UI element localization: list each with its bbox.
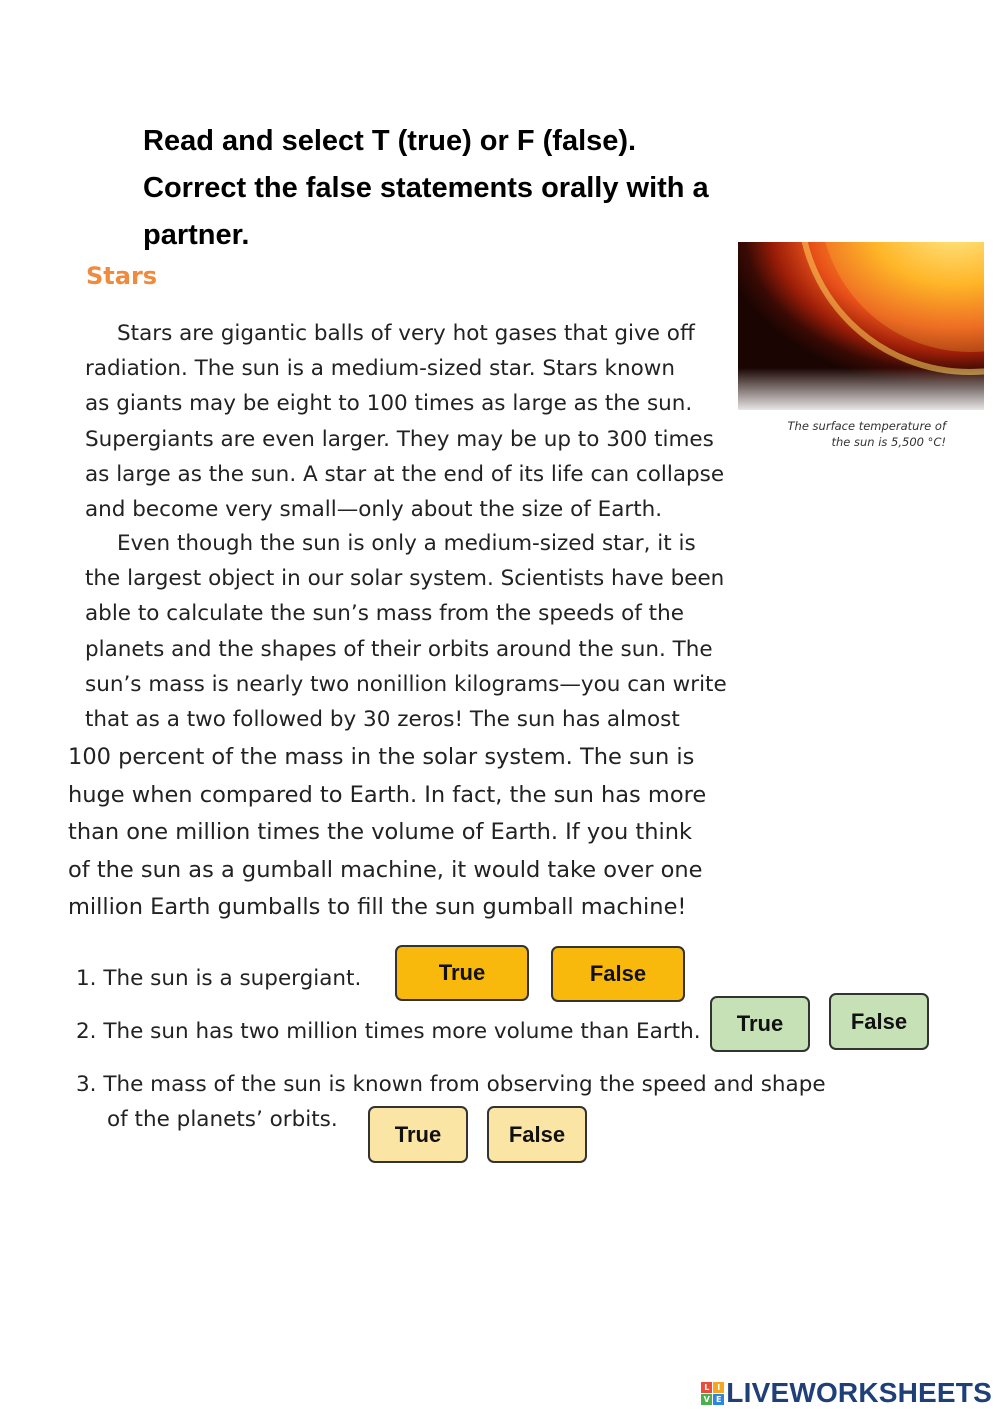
paragraph-line: sun’s mass is nearly two nonillion kilograms—you can write [85, 671, 727, 697]
paragraph-line: of the sun as a gumball machine, it would take over one [68, 856, 703, 883]
q2-true-button[interactable]: True [710, 996, 810, 1052]
logo-letter: I [713, 1382, 724, 1393]
question-1-text: 1. The sun is a supergiant. [76, 966, 362, 991]
instructions [143, 118, 863, 259]
paragraph-1 [85, 316, 724, 527]
q1-false-button[interactable]: False [551, 946, 685, 1002]
caption-line-2: the sun is 5,500 °C! [831, 435, 946, 449]
logo-letter: L [701, 1382, 712, 1393]
paragraph-line: and become very small—only about the size of Earth. [85, 497, 663, 523]
instructions-line-1: Read and select T (true) or F (false). [143, 125, 637, 157]
paragraph-line: 100 percent of the mass in the solar system. The sun is [68, 744, 695, 770]
caption-line-1: The surface temperature of [787, 419, 946, 433]
logo-mark-icon [701, 1382, 724, 1405]
section-title: Stars [86, 262, 158, 290]
paragraph-line: Supergiants are even larger. They may be up to 300 times [85, 426, 714, 452]
q2-false-button[interactable]: False [829, 993, 929, 1050]
paragraph-line: Stars are gigantic balls of very hot gases that give off [117, 321, 695, 346]
sun-surface-illustration [738, 242, 984, 410]
paragraph-line: able to calculate the sun’s mass from the speeds of the [85, 601, 684, 627]
q1-true-button[interactable]: True [395, 945, 529, 1001]
instructions-line-2: Correct the false statements orally with a [143, 172, 709, 204]
question-3-text: 3. The mass of the sun is known from observing the speed and shape [76, 1072, 826, 1097]
logo-letter: E [713, 1394, 724, 1405]
paragraph-line: Even though the sun is only a medium-sized star, it is [117, 531, 696, 556]
paragraph-line: radiation. The sun is a medium-sized star. Stars known [85, 356, 675, 382]
paragraph-line: million Earth gumballs to fill the sun gumball machine! [68, 894, 687, 921]
paragraph-line: than one million times the volume of Earth. If you think [68, 819, 693, 846]
paragraph-line: as giants may be eight to 100 times as large as the sun. [85, 391, 693, 417]
q3-false-button[interactable]: False [487, 1106, 587, 1163]
question-3-text-continued: of the planets’ orbits. [107, 1107, 338, 1132]
question-2-text: 2. The sun has two million times more volume than Earth. [76, 1019, 701, 1044]
logo-letter: V [701, 1394, 712, 1405]
paragraph-line: the largest object in our solar system. Scientists have been [85, 566, 725, 592]
instructions-line-3: partner. [143, 219, 250, 251]
sun-image [738, 242, 984, 410]
figure-caption [788, 418, 946, 450]
q3-true-button[interactable]: True [368, 1106, 468, 1163]
paragraph-line: planets and the shapes of their orbits around the sun. The [85, 636, 713, 662]
paragraph-line: as large as the sun. A star at the end of its life can collapse [85, 461, 725, 487]
paragraph-line: that as a two followed by 30 zeros! The sun has almost [85, 707, 680, 733]
logo-text: LIVEWORKSHEETS [726, 1377, 992, 1408]
paragraph-line: huge when compared to Earth. In fact, the sun has more [68, 781, 707, 808]
liveworksheets-logo [701, 1376, 992, 1410]
paragraph-2 [85, 526, 727, 737]
paragraph-3 [68, 739, 706, 927]
